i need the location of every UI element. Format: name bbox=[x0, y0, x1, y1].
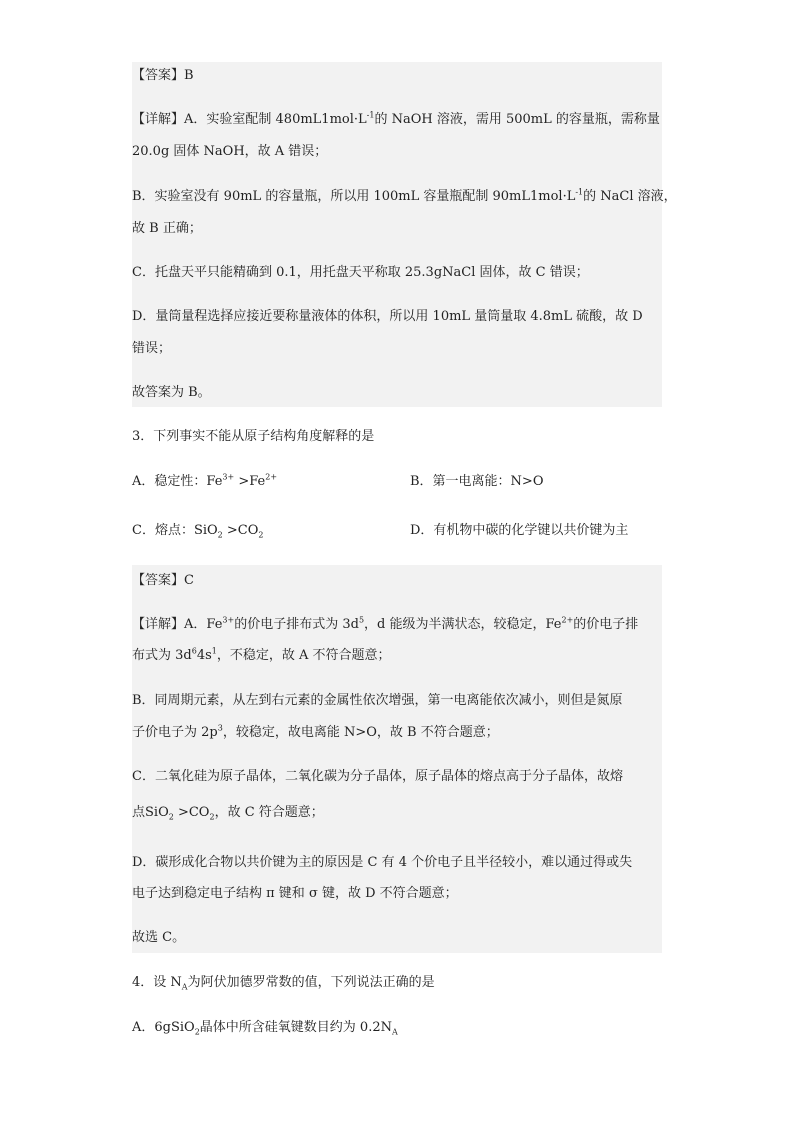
option-a bbox=[132, 474, 277, 490]
text: 点SiO bbox=[132, 805, 169, 820]
explanation-line bbox=[132, 112, 660, 128]
text: B．实验室没有 90mL 的容量瓶，所以用 100mL 容量瓶配制 90mL1mol·L bbox=[132, 189, 576, 204]
text: 【详解】A．实验室配制 480mL1mol·L bbox=[132, 112, 367, 127]
option-d bbox=[410, 523, 628, 539]
superscript: 1 bbox=[211, 646, 217, 656]
explanation-line bbox=[132, 648, 391, 664]
subscript: 2 bbox=[168, 812, 174, 822]
text: 的价电子排布式为 3d bbox=[234, 617, 359, 632]
text: 4．设 N bbox=[132, 975, 182, 990]
superscript: 3 bbox=[217, 723, 223, 733]
explanation-line bbox=[132, 189, 677, 205]
superscript: 6 bbox=[191, 646, 197, 656]
text: ，较稳定，故电离能 N>O，故 B 不符合题意； bbox=[222, 725, 499, 740]
explanation-line bbox=[132, 385, 211, 401]
text: D．量筒量程选择应接近要称量液体的体积，所以用 10mL 量筒量取 4.8mL 硫酸，故 D bbox=[132, 309, 643, 324]
explanation-line bbox=[132, 805, 324, 821]
text: 的价电子排 bbox=[573, 617, 639, 632]
text: 故答案为 B。 bbox=[132, 385, 211, 400]
explanation-line bbox=[132, 309, 643, 325]
explanation-line bbox=[132, 617, 638, 633]
text: 电子达到稳定电子结构 π 键和 σ 键，故 D 不符合题意； bbox=[132, 886, 458, 901]
text: C．熔点：SiO bbox=[132, 523, 218, 538]
text: D．碳形成化合物以共价键为主的原因是 C 有 4 个价电子且半径较小，难以通过得或失 bbox=[132, 855, 633, 870]
text: D．有机物中碳的化学键以共价键为主 bbox=[410, 523, 629, 538]
text: 为阿伏加德罗常数的值，下列说法正确的是 bbox=[187, 975, 435, 990]
text: 子价电子为 2p bbox=[132, 725, 218, 740]
subscript: A bbox=[181, 982, 188, 992]
subscript: 2 bbox=[217, 530, 223, 540]
text: ，不稳定，故 A 不符合题意； bbox=[216, 648, 391, 663]
text: 的 NaOH 溶液，需用 500mL 的容量瓶，需称量 bbox=[374, 112, 660, 127]
option-c bbox=[132, 523, 264, 539]
answer-label bbox=[132, 573, 194, 589]
explanation-line bbox=[132, 265, 589, 281]
subscript: A bbox=[391, 1027, 398, 1037]
subscript: 2 bbox=[209, 812, 215, 822]
answer-label bbox=[132, 68, 194, 84]
explanation-line bbox=[132, 341, 171, 357]
superscript: 5 bbox=[358, 615, 365, 625]
superscript: 2+ bbox=[561, 615, 574, 625]
option-b bbox=[410, 474, 543, 490]
text: 4s bbox=[196, 648, 212, 663]
answer-text: 【答案】B bbox=[132, 68, 194, 83]
subscript: 2 bbox=[194, 1027, 200, 1037]
text: 错误； bbox=[132, 341, 172, 356]
text: >Fe bbox=[234, 474, 266, 489]
text: A．6gSiO bbox=[132, 1020, 195, 1035]
text: B．同周期元素，从左到右元素的金属性依次增强，第一电离能依次减小，则但是氮原 bbox=[132, 693, 623, 708]
text: 的 NaCl 溶液， bbox=[583, 189, 677, 204]
explanation-line bbox=[132, 930, 185, 946]
text: B．第一电离能：N>O bbox=[410, 474, 544, 489]
text: 20.0g 固体 NaOH，故 A 错误； bbox=[132, 144, 328, 159]
text: 3．下列事实不能从原子结构角度解释的是 bbox=[132, 429, 375, 444]
text: >CO bbox=[222, 523, 259, 538]
option-a bbox=[132, 1020, 398, 1036]
text: >CO bbox=[173, 805, 210, 820]
explanation-line bbox=[132, 725, 499, 741]
text: ，故 C 符合题意； bbox=[214, 805, 324, 820]
superscript: 2+ bbox=[265, 472, 278, 482]
explanation-line bbox=[132, 855, 632, 871]
text: A．稳定性：Fe bbox=[132, 474, 223, 489]
text: 晶体中所含硅氧键数目约为 0.2N bbox=[199, 1020, 392, 1035]
superscript: 3+ bbox=[222, 472, 235, 482]
subscript: 2 bbox=[258, 530, 264, 540]
text: C．托盘天平只能精确到 0.1，用托盘天平称取 25.3gNaCl 固体，故 C 错误； bbox=[132, 265, 589, 280]
explanation-line bbox=[132, 693, 623, 709]
explanation-line bbox=[132, 144, 327, 160]
text: ，d 能级为半满状态，较稳定，Fe bbox=[364, 617, 562, 632]
question-stem bbox=[132, 975, 435, 991]
text: 【详解】A．Fe bbox=[132, 617, 223, 632]
text: C．二氧化硅为原子晶体，二氧化碳为分子晶体，原子晶体的熔点高于分子晶体，故熔 bbox=[132, 769, 623, 784]
superscript: 3+ bbox=[222, 615, 235, 625]
explanation-line bbox=[132, 886, 458, 902]
text: 布式为 3d bbox=[132, 648, 192, 663]
superscript: -1 bbox=[366, 110, 375, 120]
superscript: -1 bbox=[575, 187, 584, 197]
answer-text: 【答案】C bbox=[132, 573, 194, 588]
question-stem bbox=[132, 429, 374, 445]
text: 故选 C。 bbox=[132, 930, 186, 945]
text: 故 B 正确； bbox=[132, 221, 202, 236]
explanation-line bbox=[132, 221, 202, 237]
explanation-line bbox=[132, 769, 623, 785]
